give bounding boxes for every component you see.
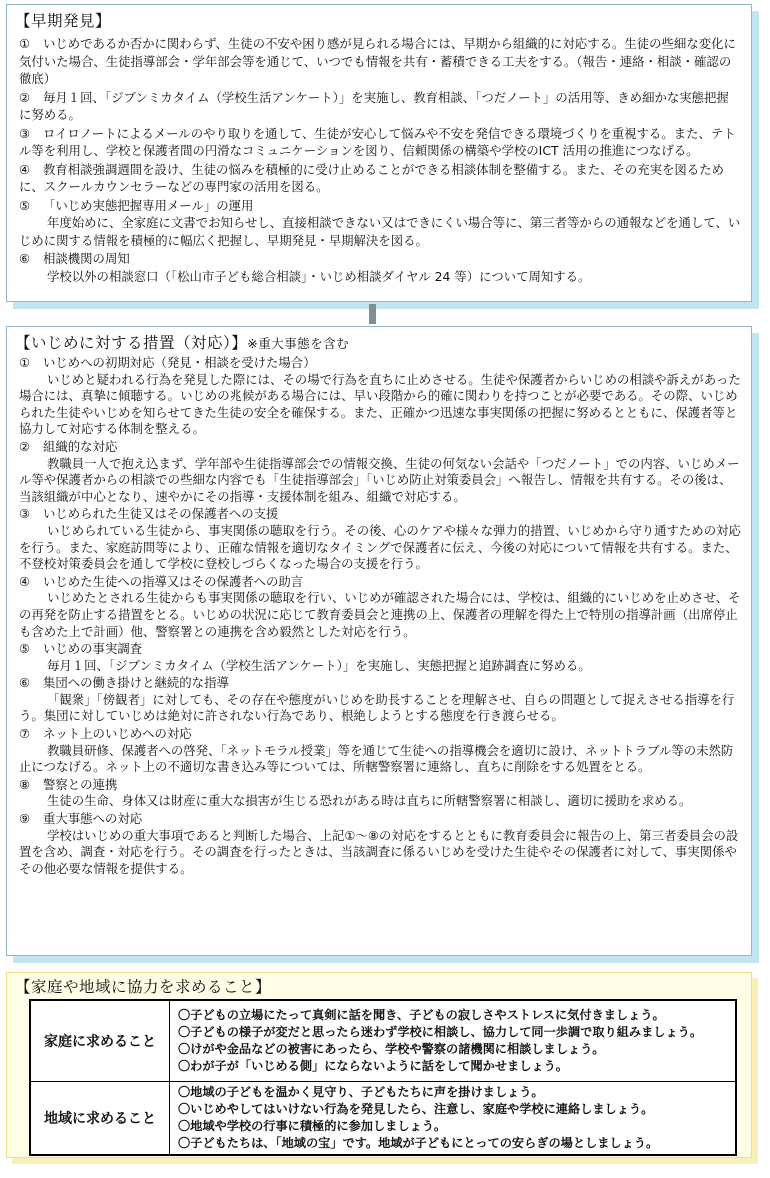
list-item: 〇子どもの様子が変だと思ったら迷わず学校に相談し、協力して同一歩調で取り組みましょう。 (178, 1025, 703, 1039)
list-item (19, 197, 741, 250)
item-heading (19, 811, 741, 828)
item-text: 年度始めに、全家庭に文書でお知らせし、直接相談できない又はできにくい場合等に、第三者等からの通報などを通して、いじめに関する情報を積極的に幅広く把握し、早期発見・早期解決を図る。 (19, 215, 741, 248)
list-item (19, 125, 741, 160)
item-number: ⑥ (19, 675, 31, 691)
panel-connector (369, 304, 376, 324)
list-item (19, 250, 741, 285)
item-text: 教職員一人で抱え込まず、学年部や生徒指導部会での情報交換、生徒の何気ない会話や「つだノート」での内容、いじめメール等や保護者からの相談での些細な内容でも「生徒指導部会」「いじめ防止対策委員会」へ報告し、情報を共有する。その後は、当該組織が中心となり、速やかにその指導・支援体制を組み、組織で対応する。 (19, 455, 740, 504)
list-item (19, 574, 741, 640)
early-detection-panel (6, 4, 752, 302)
cooperation-table (29, 999, 737, 1156)
item-title: いじめられた生徒又はその保護者への支援 (43, 506, 279, 522)
measures-list (19, 355, 741, 878)
list-item (19, 777, 741, 810)
measures-heading (15, 331, 349, 353)
item-number: ⑨ (19, 811, 31, 827)
cooperation-title: 【家庭や地域に協力を求めること】 (15, 978, 272, 996)
list-item (19, 439, 741, 505)
list-item (19, 506, 741, 572)
item-text: いじめであるか否かに関わらず、生徒の不安や困り感が見られる場合には、早期から組織的に対応する。生徒の些細な変化に気付いた場合、生徒指導部会・学年部会等を通じて、いつでも情報を共有・蓄積できる工夫をする。（報告・連絡・相談・確認の徹底） (19, 36, 736, 86)
item-number: ② (19, 89, 31, 105)
table-row (30, 1000, 736, 1082)
list-item: 〇地域や学校の行事に積極的に参加しましょう。 (178, 1119, 447, 1133)
item-heading (19, 36, 43, 51)
list-item: 〇いじめやしてはいけない行為を発見したら、注意し、家庭や学校に連絡しましょう。 (178, 1102, 654, 1116)
item-number: ④ (19, 161, 31, 177)
item-number: ④ (19, 573, 31, 589)
item-text: 教職員研修、保護者への啓発、「ネットモラル授業」等を通じて生徒への指導機会を適切に設け、ネットトラブル等の未然防止につなげる。ネット上の不適切な書き込み等については、所轄警察署に連絡し、直ちに削除をする処置をとる。 (19, 742, 734, 775)
item-number: ② (19, 438, 31, 454)
item-heading (19, 126, 43, 141)
list-item (19, 355, 741, 438)
home-label: 家庭に求めること (30, 1000, 170, 1082)
item-title: いじめの事実調査 (43, 641, 143, 657)
early-detection-list (19, 35, 741, 286)
item-title: ネット上のいじめへの対応 (43, 726, 192, 742)
item-number: ⑦ (19, 726, 31, 742)
item-text: いじめられている生徒から、事実関係の聴取を行う。その後、心のケアや様々な弾力的措置、いじめから守り通すための対応を行う。また、家庭訪問等により、正確な情報を適切なタイミングで保護者に伝え、今後の対応について情報を共有する。また、不登校対策委員会を通して学校に登校しづらくなった場合の支援を行う。 (19, 522, 741, 572)
item-heading (19, 574, 741, 591)
item-heading (19, 197, 741, 215)
item-number: ⑤ (19, 641, 31, 657)
early-detection-title: 【早期発見】 (15, 12, 112, 30)
table-row (30, 1082, 736, 1156)
item-heading (19, 641, 741, 658)
item-heading (19, 162, 43, 177)
list-item (19, 89, 741, 124)
item-title: 重大事態への対応 (43, 811, 143, 827)
cooperation-panel (6, 972, 752, 1158)
item-number: ⑧ (19, 776, 31, 792)
item-title: 組織的な対応 (43, 438, 118, 454)
list-item (19, 811, 741, 877)
item-text: 教育相談強調週間を設け、生徒の悩みを積極的に受け止めることができる相談体制を整備する。また、その充実を図るために、スクールカウンセラーなどの専門家の活用を図る。 (19, 161, 724, 194)
item-number: ③ (19, 125, 31, 141)
list-item: 〇地域の子どもを温かく見守り、子どもたちに声を掛けましょう。 (178, 1085, 544, 1099)
item-text: 毎月１回、「ジブンミカタイム（学校生活アンケート）」を実施し、教育相談、「つだノート」の活用等、きめ細かな実態把握に努める。 (19, 89, 729, 122)
item-heading (19, 726, 741, 743)
item-text: 生徒の生命、身体又は財産に重大な損害が生じる恐れがある時は直ちに所轄警察署に相談し、適切に援助を求める。 (47, 793, 692, 809)
item-text: いじめと疑われる行為を発見した際には、その場で行為を直ちに止めさせる。生徒や保護者からいじめの相談や訴えがあった場合には、真摯に傾聴する。いじめの兆候がある場合には、早い段階から的確に関わりを持つことが必要である。その際、いじめられた生徒やいじめを知らせてきた生徒の安全を確保する。また、正確かつ迅速な事実関係の把握に努めるとともに、保護者等と協力して対応する体制を整える。 (19, 371, 741, 437)
item-number: ① (19, 36, 31, 51)
home-requests (170, 1000, 737, 1082)
list-item (19, 161, 741, 196)
list-item (19, 726, 741, 776)
item-title: いじめた生徒への指導又はその保護者への助言 (43, 573, 304, 589)
item-number: ⑤ (19, 197, 31, 213)
item-title: 相談機関の周知 (43, 251, 130, 266)
community-label: 地域に求めること (30, 1082, 170, 1156)
item-number: ③ (19, 506, 31, 522)
item-heading (19, 250, 741, 268)
list-item: 〇子どもたちは、「地域の宝」です。地域が子どもにとっての安らぎの場としましょう。 (178, 1136, 659, 1150)
item-text: ロイロノートによるメールのやり取りを通して、生徒が安心して悩みや不安を発信できる環境づくりを重視する。また、テトル等を利用し、学校と保護者間の円滑なコミュニケーションを図り、信頼関係の構築や学校のICT 活用の推進につなげる。 (19, 125, 736, 158)
item-number: ⑥ (19, 251, 31, 266)
list-item: 〇子どもの立場にたって真剣に話を聞き、子どもの寂しさやストレスに気付きましょう。 (178, 1008, 665, 1022)
item-heading (19, 777, 741, 794)
item-title: いじめへの初期対応（発見・相談を受けた場合） (43, 355, 316, 370)
item-heading (19, 506, 741, 523)
community-requests (170, 1082, 737, 1156)
measures-title: 【いじめに対する措置（対応）】 (15, 334, 248, 352)
list-item: 〇けがや金品などの被害にあったら、学校や警察の諸機関に相談しましょう。 (178, 1042, 605, 1056)
item-heading (19, 439, 741, 456)
item-heading (19, 675, 741, 692)
list-item: 〇わが子が「いじめる側」にならないように話をして聞かせましょう。 (178, 1059, 568, 1073)
item-text: いじめたとされる生徒からも事実関係の聴取を行い、いじめが確認された場合には、学校は、組織的にいじめを止めさせ、その再発を防止する措置をとる。いじめの状況に応じて教育委員会と連携の上、保護者の理解を得た上で特別の指導計画（出席停止も含めた上で計画）他、警察署との連携を含め毅然とした対応を行う。 (19, 590, 741, 639)
item-text: 学校はいじめの重大事項であると判断した場合、上記①～⑧の対応をするとともに教育委員会に報告の上、第三者委員会の設置を含め、調査・対応を行う。その調査を行ったときは、当該調査に係るいじめを受けた生徒やその保護者に対して、事実関係やその他必要な情報を提供する。 (19, 827, 739, 876)
item-heading (19, 90, 43, 105)
item-title: 集団への働き掛けと継続的な指導 (43, 675, 229, 691)
list-item (19, 675, 741, 725)
item-number: ① (19, 355, 31, 370)
item-text: 学校以外の相談窓口（「松山市子ども総合相談」・いじめ相談ダイヤル 24 等）について周知する。 (47, 268, 591, 284)
list-item (19, 35, 741, 88)
measures-panel (6, 326, 752, 956)
item-heading (19, 355, 741, 372)
list-item (19, 641, 741, 674)
item-title: 「いじめ実態把握専用メール」の運用 (43, 197, 254, 213)
item-title: 警察との連携 (43, 776, 118, 792)
item-text: 「観衆」「傍観者」に対しても、その存在や態度がいじめを助長することを理解させ、自らの問題として捉えさせる指導を行う。集団に対していじめは絶対に許されない行為であり、根絶しようとする態度を行き渡らせる。 (19, 691, 735, 724)
measures-note: ※重大事態を含む (247, 336, 350, 351)
item-text: 毎月１回、「ジブンミカタイム（学校生活アンケート）」を実施し、実態把握と追跡調査に努める。 (47, 657, 591, 673)
